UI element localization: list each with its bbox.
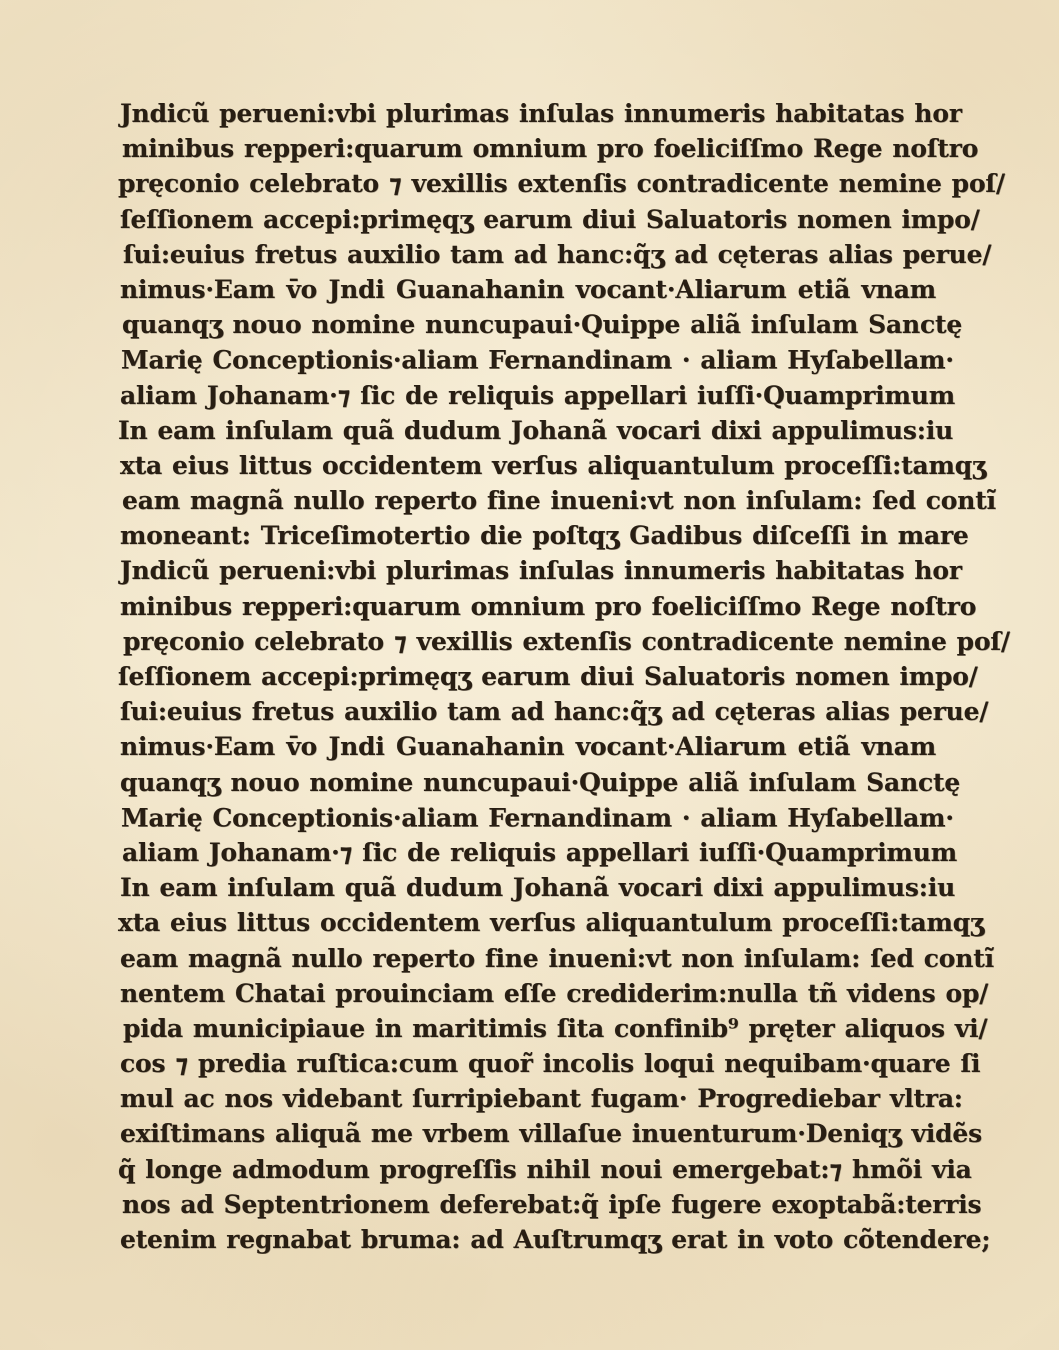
- text-line: etenim regnabat bruma: ad Auſtrumqʒ erat in voto cõtendere;: [120, 1225, 991, 1254]
- text-line: Jndicũ perueni:vbi plurimas inſulas innumeris habitatas hor: [120, 99, 962, 128]
- text-line: pręconio celebrato ⁊ vexillis extenſis contradicente nemine poſ/: [118, 169, 1005, 199]
- text-line: ſui:euius fretus auxilio tam ad hanc:q̃ʒ ad cęteras alias perue/: [120, 697, 989, 727]
- text-line: In eam inſulam quã dudum Johanã vocari dixi appulimus:iu: [120, 873, 956, 903]
- text-line: minibus repperi:quarum omnium pro foeliciſſmo Rege noſtro: [120, 591, 977, 621]
- text-line: nimus·Eam v̄o Jndi Guanahanin vocant·Aliarum etiã vnam: [120, 274, 936, 304]
- text-line: pida municipiaue in maritimis ſita confinib⁹ pręter aliquos vi/: [123, 1013, 988, 1043]
- text-line: nimus·Eam v̄o Jndi Guanahanin vocant·Aliarum etiã vnam: [120, 732, 936, 762]
- text-line: In eam inſulam quã dudum Johanã vocari dixi appulimus:iu: [118, 415, 954, 445]
- text-line: Marię Conceptionis·aliam Fernandinam · aliam Hyſabellam·: [121, 803, 954, 833]
- text-line: eam magnã nullo reperto fine inueni:vt non inſulam: ſed contĩ: [122, 486, 996, 516]
- text-line: mul ac nos videbant ſurripiebant fugam· Progrediebar vltra:: [120, 1084, 963, 1114]
- text-line: aliam Johanam·⁊ ſic de reliquis appellari iuſſi·Quamprimum: [122, 837, 958, 867]
- text-line: xta eius littus occidentem verſus aliquantulum proceſſi:tamqʒ: [120, 450, 987, 480]
- text-line: ſeſſionem accepi:primęqʒ earum diui Saluatoris nomen impo/: [118, 662, 978, 691]
- text-line: ſeſſionem accepi:primęqʒ earum diui Saluatoris nomen impo/: [120, 204, 980, 234]
- text-line: pręconio celebrato ⁊ vexillis extenſis contradicente nemine poſ/: [123, 626, 1010, 656]
- text-line: Jndicũ perueni:vbi plurimas inſulas innumeris habitatas hor: [120, 556, 962, 586]
- text-line: nentem Chatai prouinciam eſſe crediderim:nulla tñ videns op/: [120, 978, 989, 1008]
- text-line: q̃ longe admodum progreſſis nihil noui emergebat:⁊ hmõi via: [118, 1154, 972, 1184]
- text-block: [118, 96, 1010, 1257]
- text-line: minibus repperi:quarum omnium pro foeliciſſmo Rege noſtro: [122, 134, 979, 164]
- text-line: Marię Conceptionis·aliam Fernandinam · aliam Hyſabellam·: [121, 345, 954, 375]
- text-line: ſui:euius fretus auxilio tam ad hanc:q̃ʒ ad cęteras alias perue/: [123, 239, 992, 269]
- text-line: quanqʒ nouo nomine nuncupaui·Quippe aliã inſulam Sanctę: [122, 310, 963, 340]
- text-line: nos ad Septentrionem deferebat:q̃ ipſe fugere exoptabã:terris: [122, 1189, 982, 1219]
- text-line: eam magnã nullo reperto fine inueni:vt non inſulam: ſed contĩ: [120, 943, 994, 973]
- text-line: xta eius littus occidentem verſus aliquantulum proceſſi:tamqʒ: [118, 908, 985, 938]
- text-line: aliam Johanam·⁊ ſic de reliquis appellari iuſſi·Quamprimum: [120, 380, 956, 410]
- text-line: exiſtimans aliquã me vrbem villaſue inuenturum·Deniqʒ vidẽs: [120, 1119, 983, 1149]
- text-line: cos ⁊ predia ruſtica:cum quor̃ incolis loqui nequibam·quare ſi: [120, 1049, 981, 1079]
- text-line: quanqʒ nouo nomine nuncupaui·Quippe aliã inſulam Sanctę: [120, 767, 961, 797]
- text-line: moneant: Triceſimotertio die poſtqʒ Gadibus diſceſſi in mare: [120, 521, 969, 551]
